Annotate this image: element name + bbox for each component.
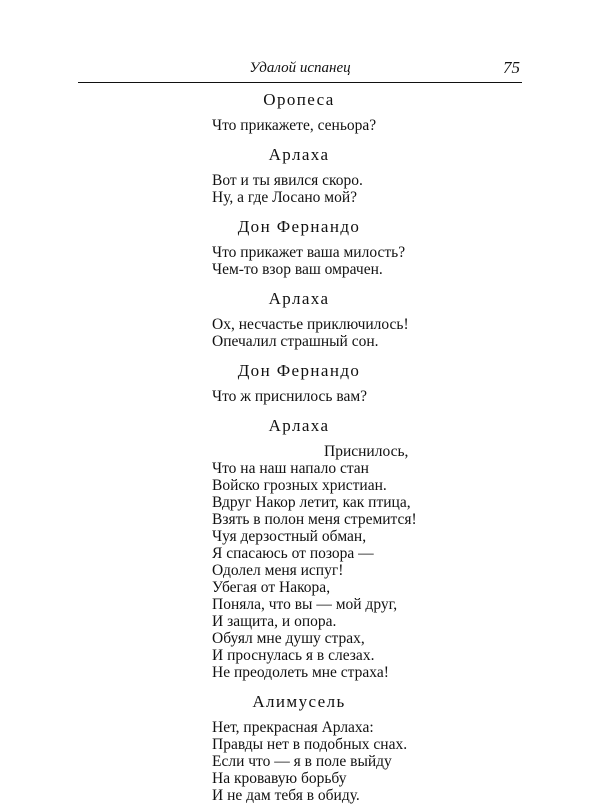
verse-line: Я спасаюсь от позора —	[212, 545, 374, 562]
verse-line: Ну, а где Лосано мой?	[212, 189, 357, 206]
verse-line: Войско грозных христиан.	[212, 477, 387, 494]
verse-line: Если что — я в поле выйду	[212, 753, 392, 770]
verse-line: Не преодолеть мне страха!	[212, 664, 389, 681]
verse-line: И проснулась я в слезах.	[212, 647, 375, 664]
verse-line: Ох, несчастье приключилось!	[212, 316, 409, 333]
verse-line: Что на наш напало стан	[212, 460, 369, 477]
speaker-name: Алимусель	[252, 692, 346, 711]
speaker-name: Арлаха	[268, 289, 330, 308]
play-text	[212, 90, 417, 804]
verse-line: Взять в полон меня стремится!	[212, 511, 417, 528]
verse-line: Правды нет в подобных снах.	[212, 736, 408, 753]
verse-line: Вот и ты явился скоро.	[212, 172, 363, 189]
verse-line: Опечалил страшный сон.	[212, 333, 379, 350]
verse-line: Поняла, что вы — мой друг,	[212, 596, 398, 613]
verse-line: Вдруг Накор летит, как птица,	[212, 494, 411, 511]
verse-line: Убегая от Накора,	[212, 579, 331, 596]
verse-line: Чем-то взор ваш омрачен.	[212, 261, 383, 278]
running-title: Удалой испанец	[249, 60, 351, 76]
page-number: 75	[503, 58, 520, 77]
verse-line: Что прикажет ваша милость?	[212, 244, 406, 261]
verse-line: Что прикажете, сеньора?	[212, 117, 377, 134]
speaker-name: Дон Фернандо	[237, 361, 361, 380]
verse-line: На кровавую борьбу	[212, 770, 347, 787]
verse-line: Одолел меня испуг!	[212, 562, 344, 579]
verse-line: Нет, прекрасная Арлаха:	[212, 719, 374, 736]
speaker-name: Дон Фернандо	[237, 217, 361, 236]
verse-line: И не дам тебя в обиду.	[212, 787, 360, 804]
speaker-name: Оропеса	[263, 90, 335, 109]
verse-line: Обуял мне душу страх,	[212, 630, 365, 647]
verse-line: И защита, и опора.	[212, 613, 337, 630]
running-header	[78, 56, 522, 83]
verse-line: Что ж приснилось вам?	[212, 388, 368, 405]
speaker-name: Арлаха	[268, 145, 330, 164]
speaker-name: Арлаха	[268, 416, 330, 435]
verse-line: Чуя дерзостный обман,	[212, 528, 367, 545]
verse-line: Приснилось,	[324, 443, 409, 460]
